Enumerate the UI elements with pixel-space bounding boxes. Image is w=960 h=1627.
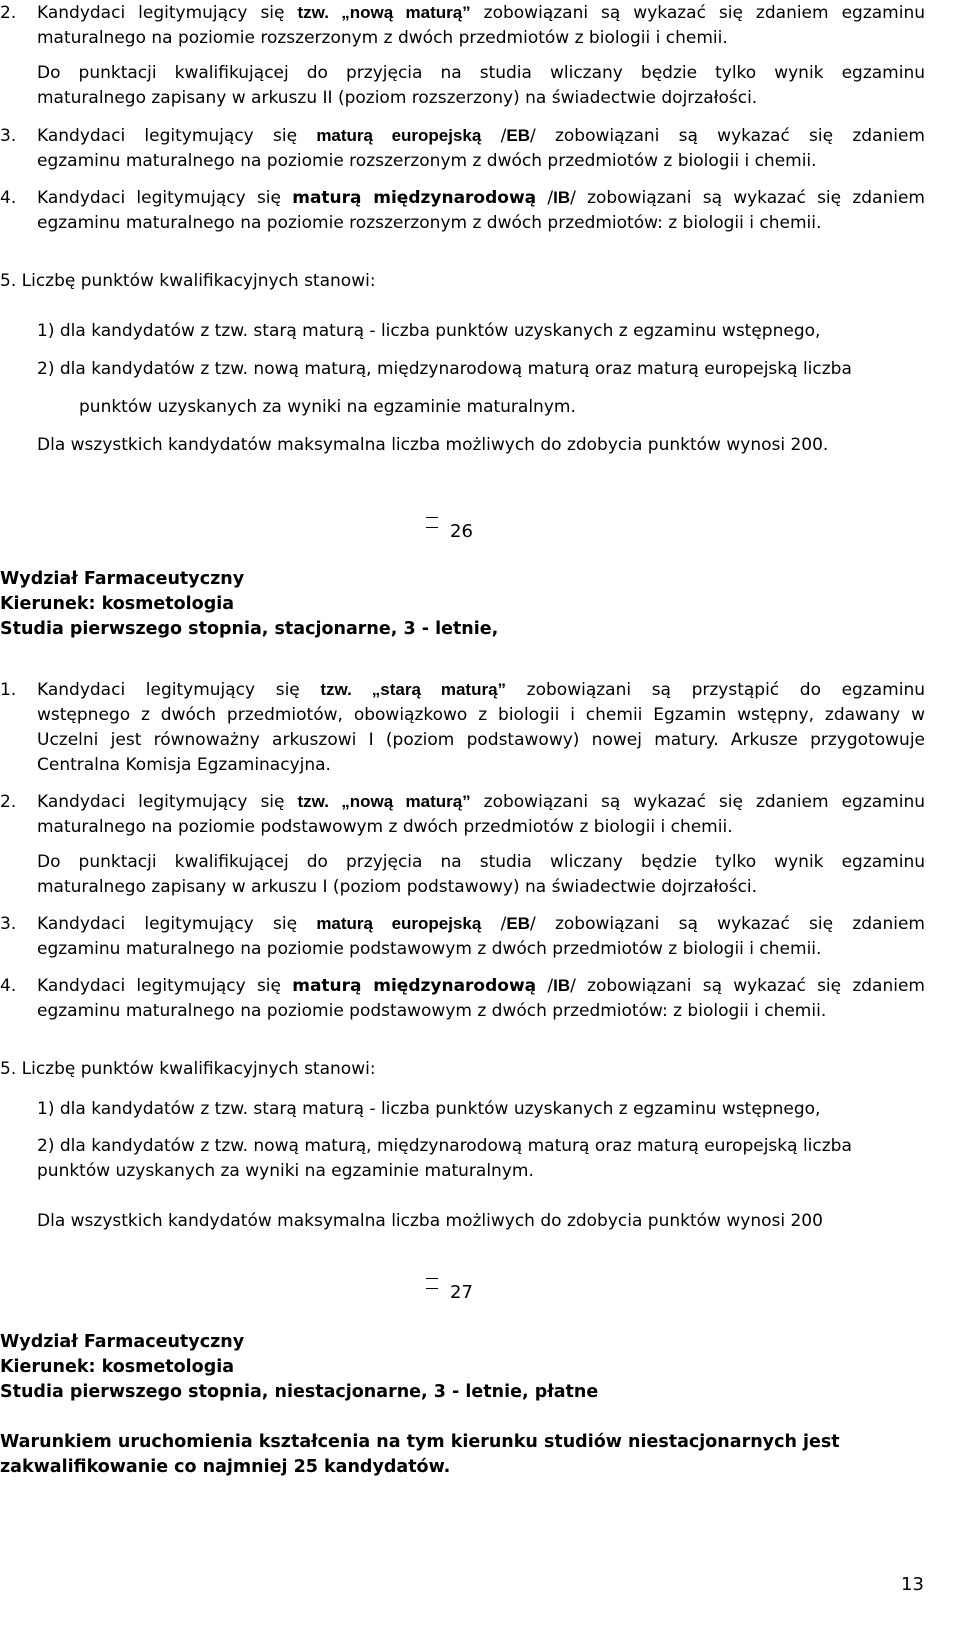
paragraph-3-line-1: 3. Kandydaci legitymujący się maturą europejską /EB/ zobowiązani są wykazać się zdaniem [0, 126, 925, 146]
s26-paragraph-3-line-1: 3. Kandydaci legitymujący się maturą europejską /EB/ zobowiązani są wykazać się zdaniem [0, 914, 925, 934]
s27-faculty-heading: Wydział Farmaceutyczny [0, 1332, 245, 1352]
paragraph-4-line-1: 4. Kandydaci legitymujący się maturą międzynarodową /IB/ zobowiązani są wykazać się zdaniem [0, 188, 925, 208]
paragraph-5-max: Dla wszystkich kandydatów maksymalna liczba możliwych do zdobycia punktów wynosi 200. [37, 435, 829, 455]
paragraph-2-line-3: Do punktacji kwalifikującej do przyjęcia na studia wliczany będzie tylko wynik egzaminu [37, 63, 925, 83]
paragraph-5-item-2-cont: punktów uzyskanych za wyniki na egzaminie maturalnym. [79, 397, 576, 417]
s26-paragraph-5-item-1: 1) dla kandydatów z tzw. starą maturą - liczba punktów uzyskanych z egzaminu wstępnego, [37, 1099, 821, 1119]
paragraph-2-line-4: maturalnego zapisany w arkuszu II (poziom rozszerzony) na świadectwie dojrzałości. [37, 88, 758, 108]
paragraph-5-intro: 5. Liczbę punktów kwalifikacyjnych stanowi: [0, 271, 376, 291]
page-number: 13 [901, 1574, 924, 1595]
s26-paragraph-2-line-1: 2. Kandydaci legitymujący się tzw. „nową maturą” zobowiązani są wykazać się zdaniem egzaminu [0, 792, 925, 812]
s26-paragraph-5-item-2: 2) dla kandydatów z tzw. nową maturą, międzynarodową maturą oraz maturą europejską liczba [37, 1136, 852, 1156]
paragraph-5-item-2: 2) dla kandydatów z tzw. nową maturą, międzynarodową maturą oraz maturą europejską liczba [37, 359, 852, 379]
s27-field-heading: Kierunek: kosmetologia [0, 1357, 235, 1377]
s26-paragraph-2-line-3: Do punktacji kwalifikującej do przyjęcia na studia wliczany będzie tylko wynik egzaminu [37, 852, 925, 872]
paragraph-2-line-2: maturalnego na poziomie rozszerzonym z dwóch przedmiotów z biologii i chemii. [37, 28, 728, 48]
s26-paragraph-3-line-2: egzaminu maturalnego na poziomie podstawowym z dwóch przedmiotów z biologii i chemii. [37, 939, 822, 959]
paragraph-2-line-1: 2. Kandydaci legitymujący się tzw. „nową maturą” zobowiązani są wykazać się zdaniem egzaminu [0, 3, 925, 23]
section-mark-27: 27 [450, 1282, 473, 1303]
s27-note-line-2: zakwalifikowanie co najmniej 25 kandydatów. [0, 1457, 451, 1477]
s26-paragraph-5-max: Dla wszystkich kandydatów maksymalna liczba możliwych do zdobycia punktów wynosi 200 [37, 1211, 823, 1231]
paragraph-4-line-2: egzaminu maturalnego na poziomie rozszerzonym z dwóch przedmiotów: z biologii i chemii. [37, 213, 822, 233]
s26-paragraph-4-line-2: egzaminu maturalnego na poziomie podstawowym z dwóch przedmiotów: z biologii i chemii. [37, 1001, 827, 1021]
s26-paragraph-5-item-2-cont: punktów uzyskanych za wyniki na egzaminie maturalnym. [37, 1161, 534, 1181]
s26-paragraph-4-line-1: 4. Kandydaci legitymujący się maturą międzynarodową /IB/ zobowiązani są wykazać się zdaniem [0, 976, 925, 996]
s27-study-mode-heading: Studia pierwszego stopnia, niestacjonarne, 3 - letnie, płatne [0, 1382, 599, 1402]
paragraph-5-item-1: 1) dla kandydatów z tzw. starą maturą - liczba punktów uzyskanych z egzaminu wstępnego, [37, 321, 821, 341]
paragraph-3-line-2: egzaminu maturalnego na poziomie rozszerzonym z dwóch przedmiotów z biologii i chemii. [37, 151, 817, 171]
field-heading: Kierunek: kosmetologia [0, 594, 235, 614]
s27-note-line-1: Warunkiem uruchomienia kształcenia na tym kierunku studiów niestacjonarnych jest [0, 1432, 840, 1452]
s26-paragraph-2-line-4: maturalnego zapisany w arkuszu I (poziom podstawowy) na świadectwie dojrzałości. [37, 877, 758, 897]
s26-paragraph-5-intro: 5. Liczbę punktów kwalifikacyjnych stanowi: [0, 1059, 376, 1079]
s26-paragraph-1-line-3: Uczelni jest równoważny arkuszowi I (poziom podstawowy) nowej matury. Arkusze przygotowuje [37, 730, 925, 750]
s26-paragraph-1-line-1: 1. Kandydaci legitymujący się tzw. „starą maturą” zobowiązani są przystąpić do egzaminu [0, 680, 926, 700]
section-mark-26: 26 [450, 521, 473, 542]
s26-paragraph-2-line-2: maturalnego na poziomie podstawowym z dwóch przedmiotów z biologii i chemii. [37, 817, 733, 837]
study-mode-heading: Studia pierwszego stopnia, stacjonarne, 3 - letnie, [0, 619, 499, 639]
s26-paragraph-1-line-4: Centralna Komisja Egzaminacyjna. [37, 755, 331, 775]
faculty-heading: Wydział Farmaceutyczny [0, 569, 245, 589]
s26-paragraph-1-line-2: wstępnego z dwóch przedmiotów, obowiązkowo z biologii i chemii Egzamin wstępny, zdawany w [37, 705, 925, 725]
